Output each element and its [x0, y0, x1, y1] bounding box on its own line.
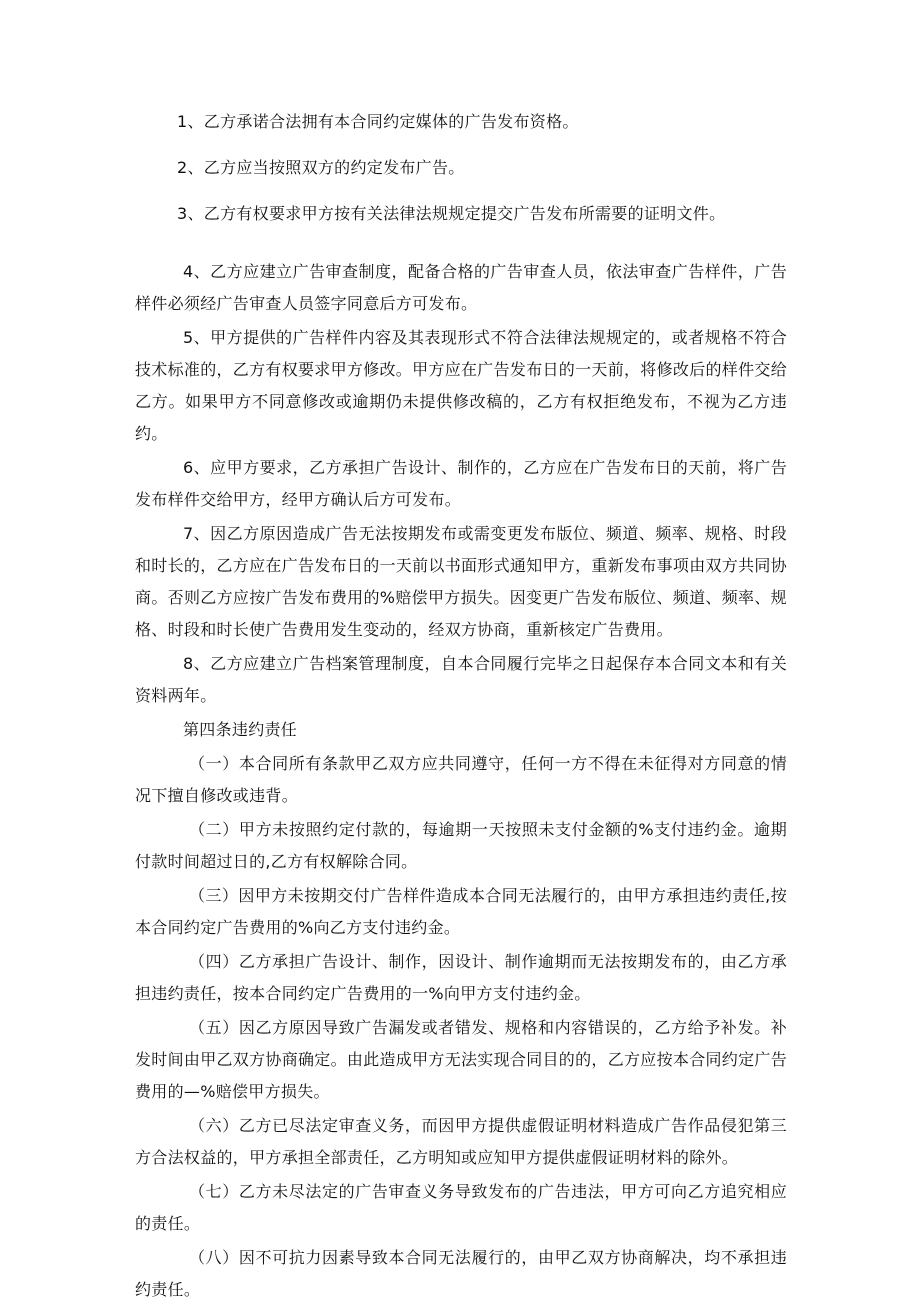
document-body [135, 106, 787, 1308]
paragraph-5: 5、甲方提供的广告样件内容及其表现形式不符合法律法规规定的，或者规格不符合技术标准的，乙方有权要求甲方修改。甲方应在广告发布日的一天前，将修改后的样件交给乙方。如果甲方不同意修改或逾期仍未提供修改稿的，乙方有权拒绝发布，不视为乙方违约。 [135, 328, 788, 443]
paragraph-3: 3、乙方有权要求甲方按有关法律法规规定提交广告发布所需要的证明文件。 [177, 204, 726, 223]
paragraph-2: 2、乙方应当按照双方的约定发布广告。 [177, 158, 465, 177]
paragraph-4: 4、乙方应建立广告审查制度，配备合格的广告审查人员，依法审查广告样件，广告样件必须经广告审查人员签字同意后方可发布。 [135, 262, 787, 313]
section-title: 第四条违约责任 [183, 720, 298, 739]
paragraph-7: 7、因乙方原因造成广告无法按期发布或需变更发布版位、频道、频率、规格、时段和时长的，乙方应在广告发布日的一天前以书面形式通知甲方，重新发布事项由双方共同协商。否则乙方应按广告发布费用的%赔偿甲方损失。因变更广告发布版位、频道、频率、规格、时段和时长使广告费用发生变动的，经双方协商，重新核定广告费用。 [135, 524, 788, 639]
clause-5: （五）因乙方原因导致广告漏发或者错发、规格和内容错误的，乙方给予补发。补发时间由甲乙双方协商确定。由此造成甲方无法实现合同目的的，乙方应按本合同约定广告费用的—%赔偿甲方损失。 [135, 1018, 788, 1101]
clause-3: （三）因甲方未按期交付广告样件造成本合同无法履行的，由甲方承担违约责任,按本合同约定广告费用的%向乙方支付违约金。 [135, 886, 787, 937]
clause-7: （七）乙方未尽法定的广告审查义务导致发布的广告违法，甲方可向乙方追究相应的责任。 [135, 1182, 787, 1233]
clause-1: （一）本合同所有条款甲乙双方应共同遵守，任何一方不得在未征得对方同意的情况下擅自修改或违背。 [135, 754, 787, 805]
clause-2: （二）甲方未按照约定付款的，每逾期一天按照未支付金额的%支付违约金。逾期付款时间超过日的,乙方有权解除合同。 [135, 820, 787, 871]
clause-4: （四）乙方承担广告设计、制作，因设计、制作逾期而无法按期发布的，由乙方承担违约责任，按本合同约定广告费用的一%向甲方支付违约金。 [135, 952, 787, 1003]
paragraph-8: 8、乙方应建立广告档案管理制度，自本合同履行完毕之日起保存本合同文本和有关资料两年。 [135, 654, 787, 705]
clause-6: （六）乙方已尽法定审查义务，而因甲方提供虚假证明材料造成广告作品侵犯第三方合法权益的，甲方承担全部责任，乙方明知或应知甲方提供虚假证明材料的除外。 [135, 1116, 787, 1167]
paragraph-6: 6、应甲方要求，乙方承担广告设计、制作的，乙方应在广告发布日的天前，将广告发布样件交给甲方，经甲方确认后方可发布。 [135, 458, 787, 509]
paragraph-1: 1、乙方承诺合法拥有本合同约定媒体的广告发布资格。 [177, 112, 579, 131]
clause-8: （八）因不可抗力因素导致本合同无法履行的，由甲乙双方协商解决，均不承担违约责任。 [135, 1248, 787, 1299]
